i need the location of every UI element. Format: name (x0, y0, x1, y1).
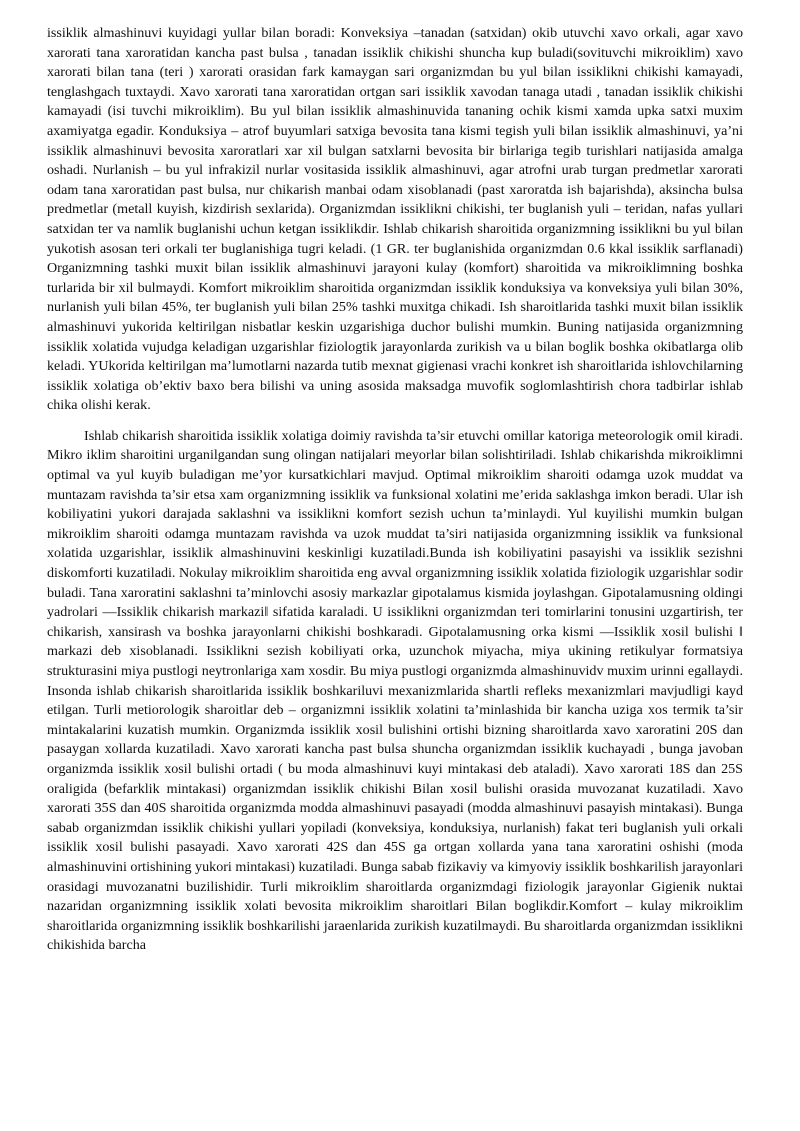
paragraph-microclimate-conditions: Ishlab chikarish sharoitida issiklik xolatiga doimiy ravishda ta’sir etuvchi omillar katoriga meteorologik omil kiradi. Mikro iklim sharoitini urganilgandan sung olingan natijalari meyorlar bilan solishtiriladi. Ishlab chikarishda mikroiklimni optimal va yul kuyib buladigan me’yor kursatkichlari mavjud. Optimal mikroiklim sharoiti odamga uzok muddat va muntazam ravishda ta’sir etsa xam organizmning issiklik va funksional xolatini me’erida saklashga imkon beradi. Ular ish kobiliyatini yukori darajada saklashni va issiklikni komfort sezish uchun ta’minlaydi. Yul kuyilishi mumkin bulgan mikroiklim sharoiti odamga muntazam ravishda va uzok muddat ta’siri natijasida organizmning issiklik va funksional xolatida uzgarishlar, issiklik almashinuvini keskinligi kuzatiladi.Bunda ish kobiliyatini pasayishi va issiklik sezishni diskomforti kuzatiladi. Nokulay mikroiklim sharoitida eng avval organizmning issiklik xolatida fiziologik uzgarishlar sodir buladi. Tana xaroratini saklashni ta’minlovchi asosiy markazlar gipotalamus kismida joylashgan. Gipotalamusning oldingi yadrolari ―Issiklik chikarish markazi‖ sifatida karaladi. U issiklikni organizmdan teri tomirlarini tonusini uzgartirish, ter chikarish, xansirash va boshka jarayonlarni chikishi boshkaradi. Gipotalamusning orka kismi ―Issiklik xosil bulishi ‖ markazi deb xisoblanadi. Issiklikni sezish kobiliyati orka, uzunchok miyacha, miya ukining retikulyar formatsiya strukturasini miya pustlogi neytronlariga xam xosdir. Bu miya pustlogi organizmda almashinuvidv muxim urinni egallaydi. Insonda ishlab chikarish sharoitlarida issiklik boshkariluvi mexanizmlarida shartli refleks mexanizmlari mavjudligi kayd etilgan. Turli metiorologik sharoitlar deb – organizmni issiklik xolatini ta’minlashida bir kancha uziga xos termik ta’sir mintakalarini kuzatish mumkin. Organizmda issiklik xosil bulishini ortishi bizning sharoitlarda xavo xaroratini 20S dan pasaygan xollarda kuzatiladi. Xavo xarorati kancha past bulsa shuncha organizmdan issiklik kuchayadi , bunga javoban organizmda issiklik xosil bulishi ortadi ( bu moda almashinuvi kuyi mintakasi deb ataladi). Xavo xarorati 18S dan 25S oraligida (befarklik mintakasi) organizmdan issiklik chikishi Bilan xosil bulishi orasida muvozanat kuzatiladi. Xavo xarorati 35S dan 40S sharoitida organizmda modda almashinuvi pasayadi (modda almashinuvi pasayish mintakasi). Bunga sabab organizmdan issiklik chikishi yullari yopiladi (konveksiya, konduksiya, nurlanish) fakat teri buglanish yuli orkali issiklik xosil bulishi pasayadi. Xavo xarorati 42S dan 45S ga ortgan xollarda yana tana xaroratini oshishi (moda almashinuvini ortishining yukori mintakasi) kuzatiladi. Bunga sabab fizikaviy va kimyoviy issiklik boshkarilish jarayonlari orasidagi muvozanatni buzilishidir. Turli mikroiklim sharoitlarda organizmdagi fiziologik jarayonlar Gigienik nuktai nazaridan organizmning issiklik xolati bevosita mikroiklim sharoitlari Bilan boglikdir.Komfort – kulay mikroiklim sharoitlarida organizmning issiklik boshkarilishi jaraenlarida zurikish kuzatilmaydi. Bu sharoitlarda organizmdan issiklikni chikishida barcha (47, 427, 743, 954)
paragraph-heat-exchange-routes: issiklik almashinuvi kuyidagi yullar bilan boradi: Konveksiya –tanadan (satxidan) okib utuvchi xavo orkali, agar xavo xarorati tana xaroratidan kancha past bulsa , tanadan issiklik chikishi shuncha kup buladi(sovituvchi mikroiklim) xavo xarorati bilan tana (teri ) xarorati orasidan fark kamaygan sari organizmdan bu yul bilan issiklikni chikishi kamayadi, tenglashgach tuxtaydi. Xavo xarorati tana xaroratidan ortgan sari issiklik xavodan tanaga utadi , tanadan issiklik chikishi kamayadi (isi tuvchi mikroiklim). Bu yul bilan issiklik almashinuvida tananing ochik kismi xamda upka satxi muxim axamiyatga egadir. Konduksiya – atrof buyumlari satxiga bevosita tana kismi tegish yuli bilan issiklik almashinuvi, ya’ni issiklik almashinuvi bevosita xaroratlari xar xil bulgan satxlarni bevosita bir birlariga tegib turishlari natijasida amalga oshadi. Nurlanish – bu yul infrakizil nurlar vositasida issiklik almashinuvi, agar atrofni urab turgan predmetlar xarorati odam tana xaroratidan past bulsa, nur chikarish manbai odam xisoblanadi (past xaroratda ish bajarishda), aksincha bulsa predmetlar (metall kuyish, kizdirish sexlarida). Organizmdan issiklikni chikishi, ter buglanish yuli – teridan, nafas yullari satxidan ter va namlik buglanishi uchun ketgan issiklikdir. Ishlab chikarish sharoitida organizmning issiklikni bu yul bilan yukotish asosan teri orkali ter buglanishiga tugri keladi. (1 GR. ter buglanishida organizmdan 0.6 kkal issiklik sarflanadi) Organizmning tashki muxit bilan issiklik almashinuvi jarayoni kulay (komfort) sharoitida va mikroiklimning boshka turlarida bir xil bulmaydi. Komfort mikroiklim sharoitida organizmdan issiklik konduksiya va konveksiya yuli bilan 30%, nurlanish yuli bilan 45%, ter buglanish yuli bilan 25% tashki muxitga chikadi. Ish sharoitlarida tashki muxit bilan issiklik almashinuvi yukorida keltirilgan nisbatlar keskin uzgarishiga duchor bulishi mumkin. Buning natijasida organizmning issiklik xolatida vujudga keladigan uzgarishlar fiziologtik jarayonlarda zurikish va u bilan boglik boshka okibatlarga olib keladi. YUkorida keltirilgan ma’lumotlarni nazarda tutib mexnat gigienasi vrachi konkret ish sharoitlarida ishlovchilarning issiklik xolatiga ob’ektiv baxo bera bilishi va uning asosida maksadga muvofik soglomlashtirish chora tadbirlar ishlab chika olishi kerak. (47, 25, 743, 414)
document-page (47, 24, 743, 956)
